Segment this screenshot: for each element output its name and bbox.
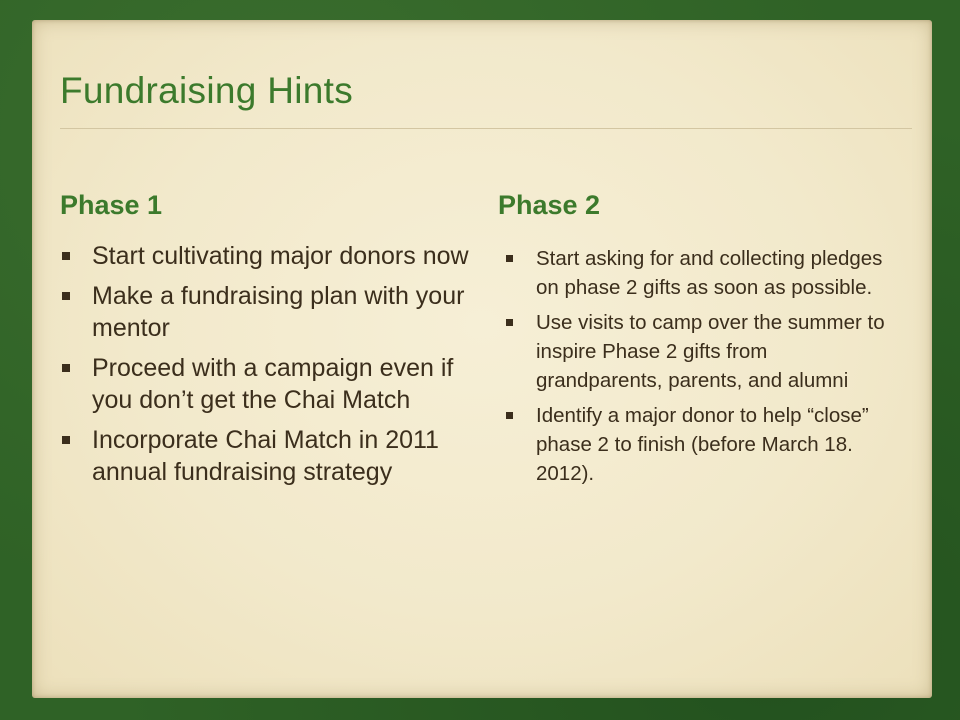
- list-item: [60, 240, 480, 272]
- slide-title: Fundraising Hints: [60, 70, 354, 111]
- phase2-list: [506, 244, 886, 494]
- list-item-text: Incorporate Chai Match in 2011 annual fundraising strategy: [92, 426, 439, 486]
- list-item: [506, 401, 886, 488]
- square-bullet-icon: [62, 252, 70, 260]
- list-item-text: Start cultivating major donors now: [92, 242, 469, 270]
- list-item-text: Identify a major donor to help “close” phase 2 to finish (before March 18. 2012).: [536, 404, 869, 485]
- list-item-text: Make a fundraising plan with your mentor: [92, 282, 465, 342]
- phase1-list: [60, 240, 480, 496]
- phase1-heading: Phase 1: [60, 190, 163, 220]
- phase2-heading: Phase 2: [498, 190, 601, 220]
- list-item: [60, 352, 480, 416]
- list-item-text: Use visits to camp over the summer to inspire Phase 2 gifts from grandparents, parents, and alumni: [536, 311, 885, 392]
- list-item-text: Proceed with a campaign even if you don’t get the Chai Match: [92, 354, 454, 414]
- list-item-text: Start asking for and collecting pledges on phase 2 gifts as soon as possible.: [536, 247, 883, 299]
- square-bullet-icon: [506, 255, 513, 262]
- square-bullet-icon: [62, 364, 70, 372]
- square-bullet-icon: [506, 319, 513, 326]
- list-item: [506, 308, 886, 395]
- slide-content: [32, 20, 932, 698]
- list-item: [506, 244, 886, 302]
- list-item: [60, 424, 480, 488]
- square-bullet-icon: [62, 436, 70, 444]
- list-item: [60, 280, 480, 344]
- title-divider: [60, 128, 912, 129]
- square-bullet-icon: [506, 412, 513, 419]
- square-bullet-icon: [62, 292, 70, 300]
